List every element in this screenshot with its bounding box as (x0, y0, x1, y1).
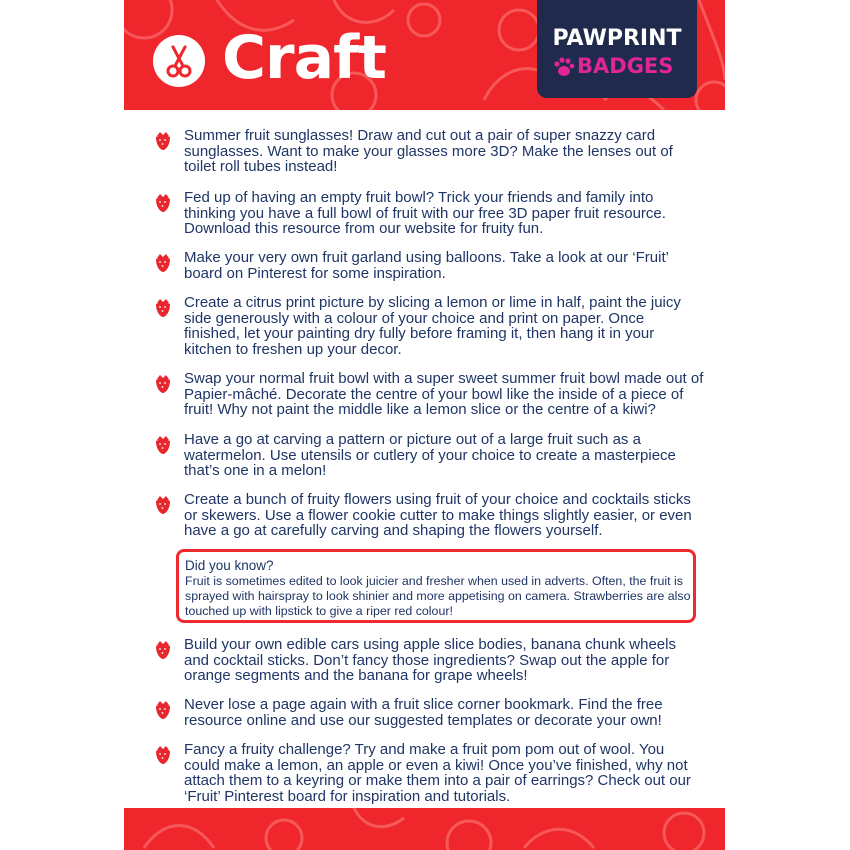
strawberry-icon (152, 371, 174, 395)
scissors-icon (153, 35, 205, 87)
strawberry-icon (152, 637, 174, 661)
strawberry-icon (152, 250, 174, 274)
header-banner (124, 0, 725, 110)
logo-line1: PAWPRINT (552, 26, 682, 51)
item-text: Create a citrus print picture by slicing a lemon or lime in half, paint the juicy side generously with a colour of your choice and print on paper. Once finished, let your painting dry fully before framing it, then hang it in your kitchen to freshen up your decor. (184, 294, 681, 359)
item-text: Fed up of having an empty fruit bowl? Trick your friends and family into thinking you have a full bowl of fruit with our free 3D paper fruit resource. Download this resource from our website for fruity fun. (184, 189, 666, 238)
page-title: Craft (222, 23, 386, 93)
footer-banner (124, 808, 725, 850)
item-text: Swap your normal fruit bowl with a super sweet summer fruit bowl made out of Papier-mâché. Decorate the centre of your bowl like the inside of a piece of fruit! Why not paint the middle like a lemon slice or the centre of a kiwi? (184, 370, 704, 419)
strawberry-icon (152, 742, 174, 766)
did-you-know-box (176, 549, 696, 623)
item-text: Never lose a page again with a fruit slice corner bookmark. Find the free resource online and use our suggested templates or decorate your own! (184, 696, 663, 729)
did-you-know-title: Did you know? (185, 558, 274, 573)
craft-page (124, 0, 725, 850)
item-text: Summer fruit sunglasses! Draw and cut out a pair of super snazzy card sunglasses. Want to make your glasses more 3D? Make the lenses out of toilet roll tubes instead! (184, 127, 673, 176)
item-text: Have a go at carving a pattern or picture out of a large fruit such as a watermelon. Use utensils or cutlery of your choice to create a masterpiece that’s one in a melon! (184, 431, 676, 480)
item-text: Build your own edible cars using apple slice bodies, banana chunk wheels and cocktail sticks. Don’t fancy those ingredients? Swap out the apple for orange segments and the banana for grape wheels! (184, 636, 676, 685)
did-you-know-body: Fruit is sometimes edited to look juicier and fresher when used in adverts. Often, the fruit is sprayed with hairspray to look shinier and more appetising on camera. Strawberries are also touched up with lipstick to give a riper red colour! (185, 574, 691, 618)
pawprint-badges-logo (537, 0, 697, 98)
strawberry-icon (152, 128, 174, 152)
strawberry-icon (152, 190, 174, 214)
logo-line2: BADGES (577, 54, 674, 78)
item-text: Create a bunch of fruity flowers using fruit of your choice and cocktails sticks or skewers. Use a flower cookie cutter to make things slightly easier, or even have a go at carefully carving and shaping the flowers yourself. (184, 491, 692, 540)
fruit-pattern-footer (124, 808, 725, 850)
strawberry-icon (152, 432, 174, 456)
item-text: Fancy a fruity challenge? Try and make a fruit pom pom out of wool. You could make a lemon, an apple or even a kiwi! Once you’ve finished, why not attach them to a keyring or make them into a pair of earrings? Check out our ‘Fruit’ Pinterest board for inspiration and tutorials. (184, 741, 691, 806)
paw-icon (553, 56, 575, 78)
strawberry-icon (152, 492, 174, 516)
strawberry-icon (152, 697, 174, 721)
item-text: Make your very own fruit garland using balloons. Take a look at our ‘Fruit’ board on Pinterest for some inspiration. (184, 249, 669, 282)
strawberry-icon (152, 295, 174, 319)
